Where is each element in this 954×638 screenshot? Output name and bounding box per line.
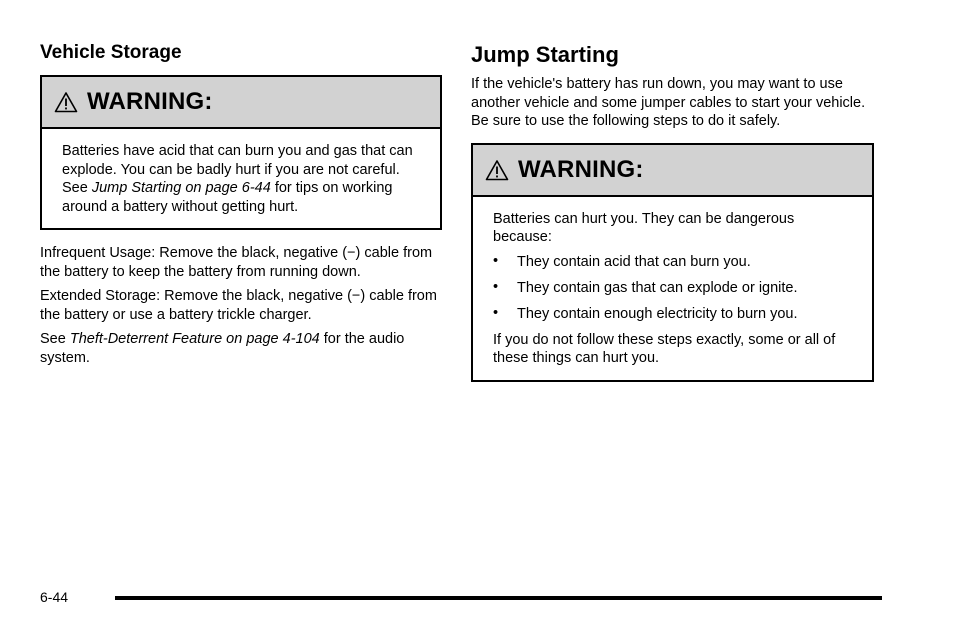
storage-warning-title: WARNING:: [87, 88, 213, 115]
list-item: [493, 305, 852, 324]
list-item: [493, 253, 852, 272]
jump-starting-reference: Jump Starting on page 6-44: [91, 180, 271, 196]
theft-deterrent-reference: Theft-Deterrent Feature on page 4-104: [69, 331, 320, 347]
storage-warning-header: [42, 77, 440, 129]
storage-warning-text: [42, 129, 440, 228]
page-footer: [40, 589, 882, 609]
jump-warning-lead: Batteries can hurt you. They can be dangerous because:: [493, 210, 795, 245]
warning-triangle-icon: [54, 91, 78, 113]
extended-storage-paragraph: Extended Storage: Remove the black, negative (−) cable from the battery or use a battery trickle charger.: [40, 288, 437, 323]
audio-para-end: for the audio system.: [40, 331, 405, 366]
jump-warning-title: WARNING:: [518, 155, 644, 183]
jump-starting-heading: Jump Starting: [471, 42, 619, 67]
vehicle-storage-heading: Vehicle Storage: [40, 42, 182, 63]
danger-list: [493, 253, 852, 324]
storage-warning-box: [40, 75, 442, 230]
audio-para-start: See: [40, 331, 70, 347]
left-column: [40, 42, 442, 373]
footer-rule: [115, 596, 882, 600]
list-item-text: They contain acid that can burn you.: [517, 253, 751, 270]
infrequent-usage-paragraph: Infrequent Usage: Remove the black, negative (−) cable from the battery to keep the battery from running down.: [40, 245, 433, 280]
right-column: [471, 42, 874, 382]
list-item: [493, 279, 852, 298]
jump-starting-intro: If the vehicle's battery has run down, you may want to use another vehicle and some jumper cables to start your vehicle. Be sure to use the following steps to do it safely.: [471, 76, 866, 129]
jump-warning-header: [473, 145, 872, 197]
jump-warning-box: [471, 143, 874, 382]
bullet-icon: •: [493, 252, 499, 269]
warning-triangle-icon: [485, 159, 509, 181]
list-item-text: They contain gas that can explode or ignite.: [517, 279, 798, 296]
list-item-text: They contain enough electricity to burn you.: [517, 305, 798, 322]
jump-warning-closing: If you do not follow these steps exactly, some or all of these things can hurt you.: [493, 331, 836, 366]
storage-warning-text-end: for tips on working around a battery without getting hurt.: [62, 180, 393, 215]
jump-warning-body: [473, 197, 872, 380]
page-number: 6-44: [40, 589, 69, 605]
storage-warning-text-start: Batteries have acid that can burn you and gas that can explode. You can be badly hurt if you are not careful. See: [62, 143, 413, 196]
bullet-icon: •: [493, 304, 499, 321]
bullet-icon: •: [493, 278, 499, 295]
audio-system-paragraph: [40, 330, 442, 367]
